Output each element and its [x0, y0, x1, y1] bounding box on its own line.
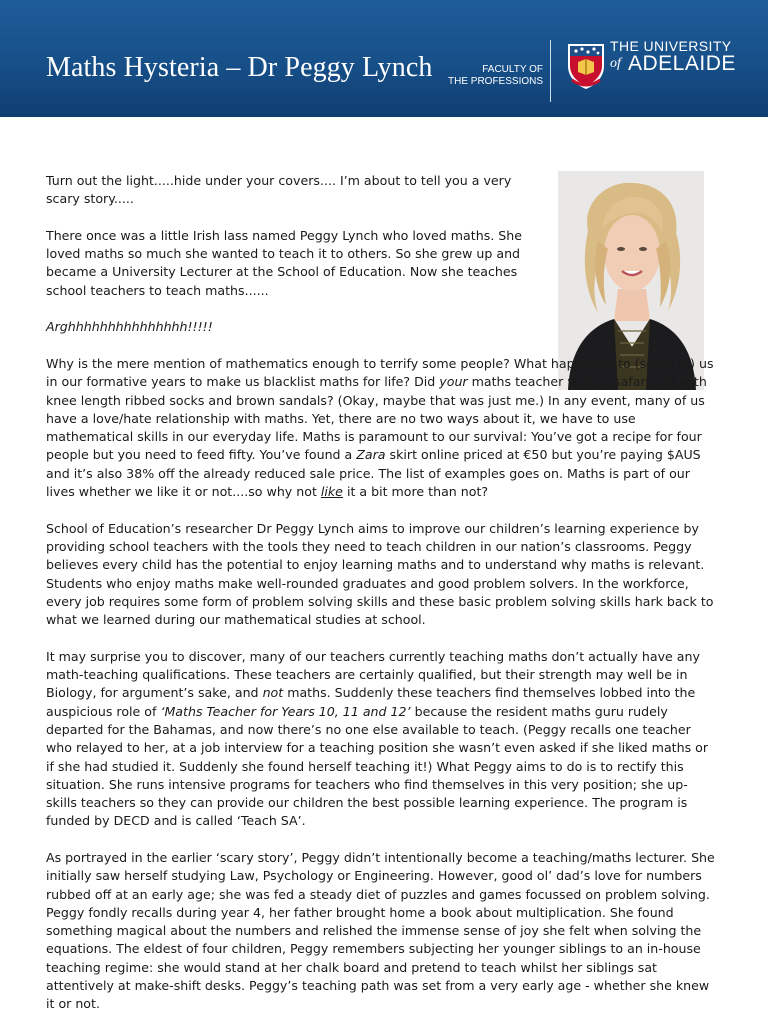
paragraph-teachers [46, 648, 716, 831]
fear-text-zara: Zara [356, 447, 386, 463]
page-title: Maths Hysteria – Dr Peggy Lynch [46, 52, 433, 83]
header-divider [550, 40, 551, 102]
faculty-line-1: FACULTY OF [482, 64, 543, 75]
fear-text-your: your [439, 374, 468, 390]
fear-text-c: skirt online priced at €50 but you’re paying $AUS and it’s also 38% off the already reduced sale price. The list of examples goes on. Maths is part of our lives whether we like it or not....so why not [46, 447, 701, 500]
fear-text-like: like [320, 484, 343, 500]
teachers-text-a: It may surprise you to discover, many of our teachers currently teaching maths don’t actually have any math-teaching qualifications. These teachers are certainly qualified, but their strength may well be in Biology, for argument’s sake, and [46, 648, 700, 701]
teachers-text-not: not [262, 685, 284, 701]
paragraph-fear [46, 355, 716, 501]
university-line-1: THE UNIVERSITY [610, 38, 732, 54]
teachers-text-c: because the resident maths guru rudely departed for the Bahamas, and now there’s no one else available to teach. (Peggy recalls one teacher who relayed to her, at a job interview for a teaching position she wasn’t even asked if she liked maths or if she had studied it. Suddenly she found herself teaching it!) What Peggy aims to do is to rectify this situation. She runs intensive programs for teachers who find themselves in this very position; she up-skills teachers so they can provide our children the best possible learning experience. The program is funded by DECD and is called ‘Teach SA’. [46, 703, 709, 829]
university-crest-icon [566, 40, 606, 90]
fear-text-d: it a bit more than not? [342, 484, 489, 500]
paragraph-intro: Turn out the light.....hide under your covers.... I’m about to tell you a very scary story..... [46, 173, 512, 207]
article-body [46, 172, 716, 1032]
teachers-text-role: ‘Maths Teacher for Years 10, 11 and 12’ [160, 703, 411, 719]
paragraph-scream: Arghhhhhhhhhhhhhhh!!!!! [46, 319, 213, 335]
fear-text-b: maths teacher wear a safari suit with knee length ribbed socks and brown sandals? (Okay, maybe that was just me.) In any event, many of us have a love/hate relationship with maths. Yet, there are no two ways about it, we have to use mathematical skills in our everyday life. Maths is paramount to our survival: You’ve got a recipe for four people but you need to feed fifty. You’ve found a [46, 374, 707, 463]
faculty-line-2: THE PROFESSIONS [448, 76, 544, 87]
paragraph-research: School of Education’s researcher Dr Peggy Lynch aims to improve our children’s learning experience by providing school teachers with the tools they need to teach children in our nation’s classrooms. Peggy believes every child has the potential to enjoy learning maths and to understand why maths is relevant. Students who enjoy maths make well-rounded graduates and good problem solvers. In the workforce, every job requires some form of problem solving skills and these basic problem solving skills hark back to what we learned during our mathematical studies at school. [46, 520, 714, 628]
page-header [0, 0, 768, 117]
teachers-text-b: maths. Suddenly these teachers find themselves lobbed into the auspicious role of [46, 685, 696, 719]
fear-text-a: Why is the mere mention of mathematics enough to terrify some people? What happened to (some of) us in our formative years to make us blacklist maths for life? Did [46, 355, 714, 390]
university-name: ADELAIDE [628, 52, 736, 75]
paragraph-background: As portrayed in the earlier ‘scary story’, Peggy didn’t intentionally become a teaching/maths lecturer. She initially saw herself studying Law, Psychology or Engineering. However, good ol’ dad’s love for numbers rubbed off at an early age; she was fed a steady diet of puzzles and games focussed on problem solving. Peggy fondly recalls during year 4, her father brought home a book about multiplication. She found something magical about the numbers and relished the immense sense of joy she felt when solving the equations. The eldest of four children, Peggy remembers subjecting her younger siblings to an in-house teaching regime: she would stand at her chalk board and pretend to teach whilst her siblings sat attentively at make-shift desks. Peggy’s teaching path was set from a very early age - whether she knew it or not. [46, 849, 715, 1012]
paragraph-story: There once was a little Irish lass named Peggy Lynch who loved maths. She loved maths so much she wanted to teach it to others. So she grew up and became a University Lecturer at the School of Education. Now she teaches school teachers to teach maths...... [46, 227, 522, 298]
faculty-label [448, 64, 543, 88]
university-of: of [610, 56, 621, 71]
